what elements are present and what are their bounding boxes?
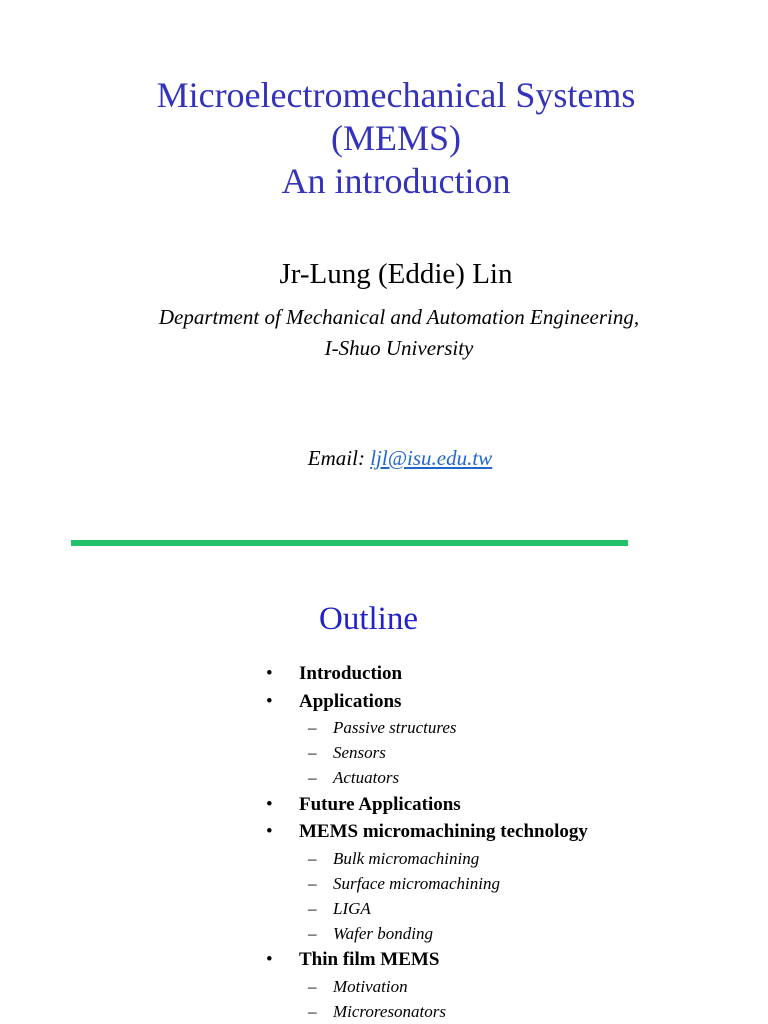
outline-subitem <box>266 999 746 1024</box>
department-line-1: Department of Mechanical and Automation Engineering, <box>158 305 640 329</box>
bullet-marker: • <box>266 663 273 684</box>
outline-item <box>266 946 746 974</box>
outline-item-text: Bulk micromachining <box>333 848 480 868</box>
slide-title <box>0 74 768 203</box>
dash-marker: – <box>308 976 317 996</box>
outline-item-text: Motivation <box>333 976 408 996</box>
outline-item-text: Actuators <box>333 768 400 788</box>
outline-item-text: Introduction <box>299 663 403 684</box>
dash-marker: – <box>308 718 317 737</box>
dash-marker: – <box>308 924 317 944</box>
outline-subitem <box>266 921 746 946</box>
outline-subitem <box>266 846 746 871</box>
title-line-3: An introduction <box>281 161 511 201</box>
bullet-marker: • <box>266 949 273 971</box>
dash-marker: – <box>308 768 317 788</box>
department-line-2: I-Shuo University <box>324 336 474 360</box>
outline-item-text: LIGA <box>333 898 371 918</box>
outline-subitem <box>266 974 746 999</box>
outline-item-text: Wafer bonding <box>333 924 433 944</box>
outline-item-text: Thin film MEMS <box>299 949 440 971</box>
outline-subitem <box>266 765 746 790</box>
title-line-2: (MEMS) <box>330 118 461 158</box>
outline-title: Outline <box>319 601 418 637</box>
dash-marker: – <box>308 848 317 868</box>
outline-item <box>266 818 746 846</box>
outline-item-text: MEMS micromachining technology <box>299 821 588 843</box>
email-label: Email: <box>307 446 365 470</box>
outline-item <box>266 791 746 819</box>
outline-item-text: Sensors <box>333 743 386 763</box>
bullet-marker: • <box>266 793 273 815</box>
outline-item <box>266 688 746 716</box>
dash-marker: – <box>308 873 317 893</box>
dash-marker: – <box>308 1002 317 1021</box>
outline-item-text: Surface micromachining <box>333 873 500 893</box>
department <box>0 302 768 364</box>
email-line <box>0 444 768 472</box>
outline-item-text: Applications <box>299 690 402 712</box>
dash-marker: – <box>308 743 317 763</box>
bullet-marker: • <box>266 690 273 712</box>
outline-subitem <box>266 715 746 740</box>
title-line-1: Microelectromechanical Systems <box>156 75 636 115</box>
outline-item-text: Microresonators <box>333 1002 447 1021</box>
outline-list <box>266 660 746 1024</box>
outline-subitem <box>266 871 746 896</box>
outline-item <box>266 660 746 688</box>
bullet-marker: • <box>266 821 273 843</box>
outline-subitem <box>266 740 746 765</box>
outline-item-text: Future Applications <box>299 793 461 815</box>
dash-marker: – <box>308 898 317 918</box>
email-link[interactable]: ljl@isu.edu.tw <box>370 446 493 470</box>
author-name: Jr-Lung (Eddie) Lin <box>279 258 513 290</box>
outline-subitem <box>266 896 746 921</box>
slide-divider <box>71 540 628 546</box>
outline-item-text: Passive structures <box>333 718 457 737</box>
